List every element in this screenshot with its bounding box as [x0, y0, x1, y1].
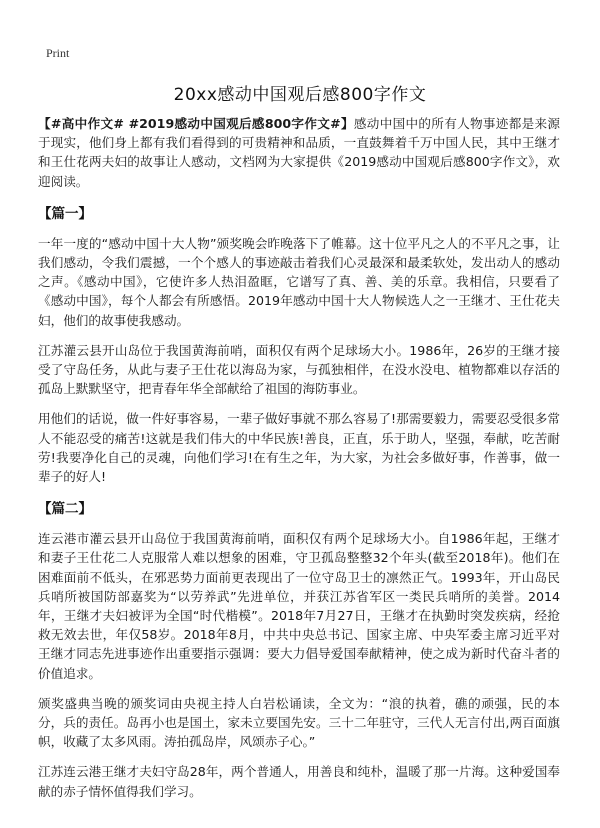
section-1-paragraph-2: 江苏灌云县开山岛位于我国黄海前哨，面积仅有两个足球场大小。1986年，26岁的王继才接受了守岛任务，从此与妻子王仕花以海岛为家，与孤独相伴，在没水没电、植物都难以存活的孤岛上默默坚守，把青春年华全部献给了祖国的海防事业。	[38, 342, 560, 397]
print-link[interactable]: Print	[46, 46, 70, 60]
article-body	[38, 114, 560, 812]
intro-tag: 【#高中作文# #2019感动中国观后感800字作文#】	[38, 116, 354, 131]
section-heading-2: 【篇二】	[38, 501, 92, 518]
page-title: 20xx感动中国观后感800字作文	[173, 85, 427, 105]
section-1-paragraph-1: 一年一度的“感动中国十大人物”颁奖晚会昨晚落下了帷幕。这十位平凡之人的不平凡之事，让我们感动，令我们震撼，一个个感人的事迹敲击着我们心灵最深和最柔软处，发出动人的感动之声。《感动中国》，它使许多人热泪盈眶，它谱写了真、善、美的乐章。我相信，只要看了《感动中国》，每个人都会有所感悟。2019年感动中国十大人物候选人之一王继才、王仕花夫妇，他们的故事使我感动。	[38, 235, 560, 328]
section-1-paragraph-3: 用他们的话说，做一件好事容易，一辈子做好事就不那么容易了!那需要毅力，需要忍受很多常人不能忍受的痛苦!这就是我们伟大的中华民族!善良，正直，乐于助人，坚强，奉献，吃苦耐劳!我要净化自己的灵魂，向他们学习!在有生之年，为大家，为社会多做好事，作善事，做一辈子的好人!	[38, 411, 560, 485]
intro-paragraph	[38, 114, 560, 191]
section-2-paragraph-1: 连云港市灌云县开山岛位于我国黄海前哨，面积仅有两个足球场大小。自1986年起，王继才和妻子王仕花二人克服常人难以想象的困难，守卫孤岛整整32个年头(截至2018年)。他们在困难面前不低头，在邪恶势力面前更表现出了一位守岛卫士的凛然正气。1993年，开山岛民兵哨所被国防部嘉奖为“以劳养武”先进单位，并获江苏省军区一类民兵哨所的美誉。2014年，王继才夫妇被评为全国“时代楷模”。2018年7月27日，王继才在执勤时突发疾病，经抢救无效去世，年仅58岁。2018年8月，中共中央总书记、国家主席、中央军委主席习近平对王继才同志先进事迹作出重要指示强调：要大力倡导爱国奉献精神，使之成为新时代奋斗者的价值追求。	[38, 531, 560, 681]
section-2-paragraph-2: 颁奖盛典当晚的颁奖词由央视主持人白岩松诵读，全文为：“浪的执着，礁的顽强，民的本分，兵的责任。岛再小也是国土，家未立要国先安。三十二年驻守，三代人无言付出,两百面旗帜，收藏了太多风雨。涛拍孤岛岸，风颂赤子心。”	[38, 695, 560, 750]
section-2-paragraph-3: 江苏连云港王继才夫妇守岛28年，两个普通人，用善良和纯朴，温暖了那一片海。这种爱国奉献的赤子情怀值得我们学习。	[38, 764, 560, 799]
intro-text: 感动中国中的所有人物事迹都是来源于现实，他们身上都有我们看得到的可贵精神和品质，一直鼓舞着千万中国人民，其中王继才和王仕花两夫妇的故事让人感动，文档网为大家提供《2019感动中国观后感800字作文》，欢迎阅读。	[38, 116, 561, 189]
section-heading-1: 【篇一】	[38, 205, 92, 222]
